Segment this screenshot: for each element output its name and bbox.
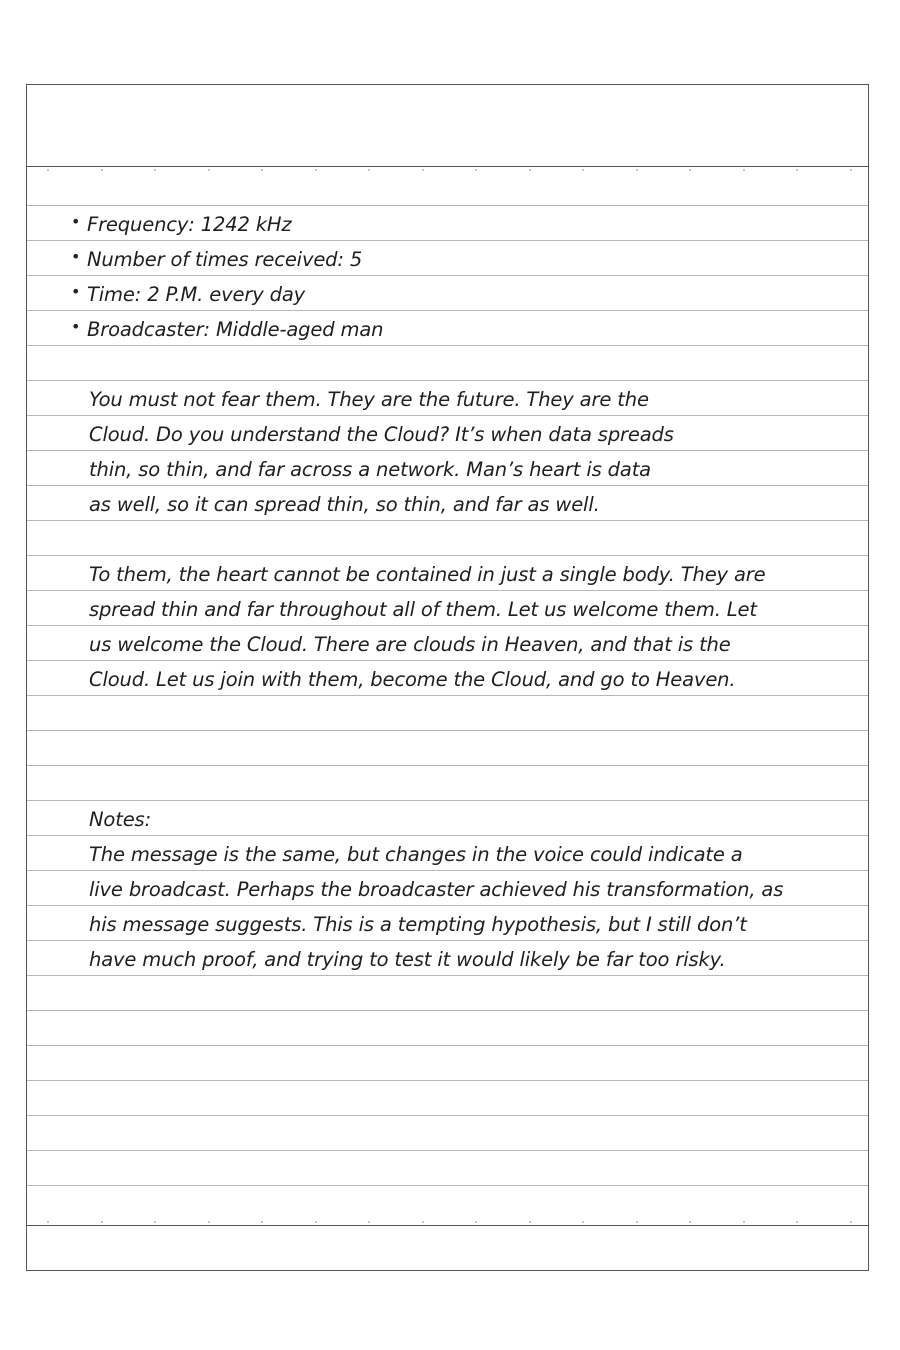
margin-dot (850, 1221, 852, 1223)
margin-dot (208, 169, 210, 171)
margin-dot (475, 169, 477, 171)
margin-dot (743, 169, 745, 171)
notes-heading: Notes: (89, 808, 151, 831)
notes-line: have much proof, and trying to test it would likely be far too risky. (89, 948, 726, 971)
message-paragraph1-line: thin, so thin, and far across a network. Man’s heart is data (89, 458, 651, 481)
rule-line (27, 765, 868, 766)
message-paragraph2-line: Cloud. Let us join with them, become the Cloud, and go to Heaven. (89, 668, 736, 691)
message-paragraph2-line: spread thin and far throughout all of them. Let us welcome them. Let (89, 598, 757, 621)
rule-line (27, 835, 868, 836)
rule-line (27, 940, 868, 941)
margin-dot (582, 1221, 584, 1223)
margin-dot (154, 1221, 156, 1223)
margin-dot (47, 1221, 49, 1223)
rule-line (27, 1045, 868, 1046)
margin-dot (475, 1221, 477, 1223)
bullet-dot: • (71, 212, 81, 231)
margin-dot (315, 169, 317, 171)
rule-line (27, 1010, 868, 1011)
rule-line (27, 555, 868, 556)
rule-line (27, 240, 868, 241)
margin-dot (315, 1221, 317, 1223)
margin-dot (422, 1221, 424, 1223)
margin-dot (101, 169, 103, 171)
margin-dot (529, 1221, 531, 1223)
rule-line (27, 625, 868, 626)
rule-line (27, 415, 868, 416)
rule-line (27, 590, 868, 591)
message-paragraph2-line: To them, the heart cannot be contained in just a single body. They are (89, 563, 766, 586)
rule-line (27, 1185, 868, 1186)
margin-dot (636, 1221, 638, 1223)
rule-line (27, 205, 868, 206)
bullet-time: Time: 2 P.M. every day (87, 283, 306, 306)
rule-line (27, 800, 868, 801)
rule-line (27, 485, 868, 486)
rule-line (27, 975, 868, 976)
notes-line: The message is the same, but changes in the voice could indicate a (89, 843, 743, 866)
bullet-dot: • (71, 247, 81, 266)
rule-line (27, 1150, 868, 1151)
margin-dot (689, 169, 691, 171)
margin-dot (422, 169, 424, 171)
rule-line (27, 870, 868, 871)
bullet-frequency: Frequency: 1242 kHz (87, 213, 292, 236)
notes-line: live broadcast. Perhaps the broadcaster achieved his transformation, as (89, 878, 784, 901)
rule-line (27, 1115, 868, 1116)
rule-line (27, 380, 868, 381)
message-paragraph1-line: Cloud. Do you understand the Cloud? It’s when data spreads (89, 423, 674, 446)
message-paragraph2-line: us welcome the Cloud. There are clouds in Heaven, and that is the (89, 633, 731, 656)
margin-dot (368, 169, 370, 171)
margin-dot (529, 169, 531, 171)
margin-dot (208, 1221, 210, 1223)
message-paragraph1-line: You must not fear them. They are the future. They are the (89, 388, 649, 411)
margin-dot (796, 169, 798, 171)
bullet-dot: • (71, 282, 81, 301)
rule-line (27, 660, 868, 661)
notebook-page (26, 84, 869, 1271)
margin-dot (796, 1221, 798, 1223)
rule-line (27, 450, 868, 451)
margin-dot (582, 169, 584, 171)
margin-dot (689, 1221, 691, 1223)
rule-line (27, 310, 868, 311)
rule-line (27, 695, 868, 696)
header-rule (27, 166, 868, 167)
rule-line (27, 905, 868, 906)
top-margin-dots (27, 169, 868, 173)
margin-dot (261, 1221, 263, 1223)
margin-dot (743, 1221, 745, 1223)
footer-rule (27, 1225, 868, 1226)
rule-line (27, 345, 868, 346)
margin-dot (850, 169, 852, 171)
rule-line (27, 275, 868, 276)
notes-line: his message suggests. This is a tempting hypothesis, but I still don’t (89, 913, 747, 936)
bullet-dot: • (71, 317, 81, 336)
rule-line (27, 520, 868, 521)
margin-dot (636, 169, 638, 171)
message-paragraph1-line: as well, so it can spread thin, so thin, and far as well. (89, 493, 600, 516)
margin-dot (47, 169, 49, 171)
bullet-broadcaster: Broadcaster: Middle-aged man (87, 318, 384, 341)
margin-dot (261, 169, 263, 171)
rule-line (27, 1080, 868, 1081)
margin-dot (154, 169, 156, 171)
rule-line (27, 730, 868, 731)
margin-dot (368, 1221, 370, 1223)
bullet-times-received: Number of times received: 5 (87, 248, 363, 271)
margin-dot (101, 1221, 103, 1223)
